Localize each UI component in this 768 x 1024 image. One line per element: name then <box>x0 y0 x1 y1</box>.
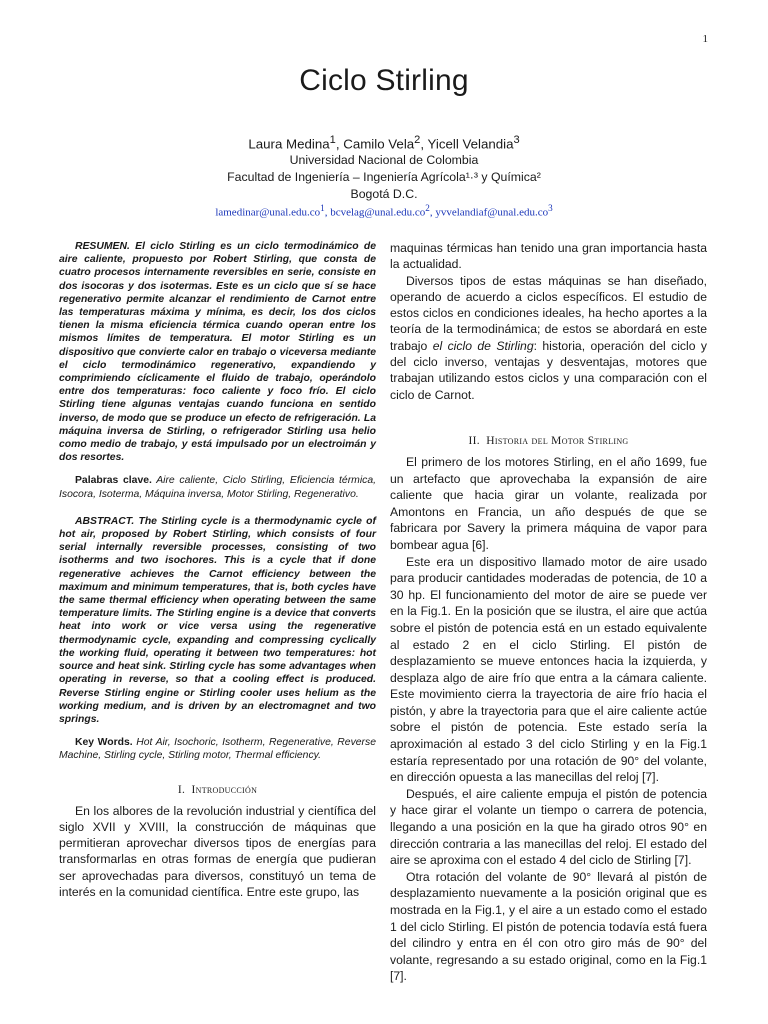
city: Bogotá D.C. <box>350 187 418 202</box>
section-number: I. <box>177 783 186 796</box>
abstract-paragraph: ABSTRACT. The Stirling cycle is a thermodynamic cycle of hot air, proposed by Robert Stirling, which consists of four serial internally reversible processes, consisting of two isotherms and two isochores. This is a cycle that if done regenerative achieves the Carnot efficiency between the maximum and minimum temperatures, that is, both cycles have the same thermal efficiency when operating between the same temperature limits. The Stirling engine is a device that converts heat into work or vice versa using the regenerative thermodynamic cycle, expanding and compressing cyclically the working fluid, operating it between two temperatures: hot source and heat sink. Stirling cycle has some advantages when operating in reverse, so that a cooling effect is produced. Reverse Stirling engine or Stirling cooler uses helium as the working medium, and is driven by an electromagnet and two springs. <box>59 515 376 725</box>
author-name: Camilo Vela <box>343 136 415 152</box>
paper-header-meta <box>0 132 768 219</box>
paper-title: Ciclo Stirling <box>299 64 469 97</box>
body-paragraph: Después, el aire caliente empuja el pistón de potencia y hace girar el volante un tiempo o carrera de potencia, llegando a una posición en la que ha girado otros 90° en dirección contraria a las manecillas del reloj. El estado del aire se aproxima con el estado 4 del ciclo de Stirling [7]. <box>390 786 707 868</box>
email-link[interactable]: lamedinar@unal.edu.co <box>215 207 321 220</box>
section-number: II. <box>468 434 480 447</box>
email-mark: 2 <box>425 203 430 214</box>
body-paragraph: El primero de los motores Stirling, en el año 1699, fue un artefacto que aprovechaba la expansión de aire caliente que hacia girar un volante, realizada por Amontons en Francia, un año después de que se fabricara por Savery la primera máquina de vapor para bombear agua [6]. <box>390 454 707 552</box>
author-name: Yicell Velandia <box>427 136 514 152</box>
email-separator: , <box>429 207 436 220</box>
author-separator: , <box>420 136 428 152</box>
palabras-clave-label: Palabras clave. <box>75 475 152 487</box>
paragraph-italic-text: el ciclo de Stirling <box>432 338 534 353</box>
body-paragraph <box>390 273 707 403</box>
section-heading-historia <box>390 435 707 447</box>
right-column <box>390 240 707 985</box>
body-paragraph: Este era un dispositivo llamado motor de aire usado para producir cantidades moderadas de potencia, de 10 a 30 hp. El funcionamiento del motor de aire se puede ver en la Fig.1. En la posición que se ilustra, el aire que actúa sobre el pistón de potencia está en un estado equivalente al estado 2 en el ciclo Stirling. El pistón de desplazamiento se mueve entonces hacia la izquierda, y desplaza algo de aire frío que entra a la cámara caliente. Este movimiento cierra la trayectoria de aire frío hacia el pistón, y abre la trayectoria para que el aire caliente actúe sobre el pistón de potencia. Este estado sería la aproximación al estado 3 del ciclo Stirling y en la Fig.1 estaría representado por una rotación de 90° del volante, en dirección opuesta a las manecillas del reloj [7]. <box>390 554 707 785</box>
paragraph-text: Diversos tipos de estas máquinas se han diseñado, operando de acuerdo a ciclos específicos. El estudio de estos ciclos en condiciones ideales, ha hecho aportes a la teoría de la termodinámica; de estos se abordará en este trabajo <box>390 273 707 353</box>
email-separator: , <box>324 207 331 220</box>
palabras-clave-text: Aire caliente, Ciclo Stirling, Eficiencia térmica, Isocora, Isoterma, Máquina inversa, Motor Stirling, Regenerativo. <box>59 475 376 500</box>
university: Universidad Nacional de Colombia <box>289 153 479 168</box>
email-list <box>0 203 768 219</box>
left-column <box>59 240 376 900</box>
author-name: Laura Medina <box>248 136 330 152</box>
section-title: Historia del Motor Stirling <box>486 434 629 447</box>
faculty: Facultad de Ingeniería – Ingeniería Agrícola¹·³ y Química² <box>227 170 541 185</box>
email-mark: 3 <box>548 203 553 214</box>
author-affiliation-mark: 3 <box>513 134 520 146</box>
body-paragraph: Otra rotación del volante de 90° llevará al pistón de desplazamiento nuevamente a la posición original que es mostrada en la Fig.1, y el aire a un estado como el estado 1 del ciclo Stirling. El pistón de potencia todavía está fuera del cilindro y entra en él con otro giro más de 90° del volante, regresando a su estado original, como en la Fig.1 [7]. <box>390 869 707 984</box>
email-link[interactable]: yvvelandiaf@unal.edu.co <box>435 207 549 220</box>
email-mark: 1 <box>320 203 325 214</box>
body-paragraph: maquinas térmicas han tenido una gran importancia hasta la actualidad. <box>390 241 707 272</box>
key-words <box>59 736 376 762</box>
key-words-text: Hot Air, Isochoric, Isotherm, Regenerative, Reverse Machine, Stirling cycle, Stirling motor, Thermal efficiency. <box>59 737 376 762</box>
section-title: Introducción <box>191 783 258 796</box>
author-affiliation-mark: 1 <box>329 134 336 146</box>
author-list <box>0 132 768 152</box>
author-separator: , <box>335 136 344 152</box>
section-heading-introduccion <box>59 784 376 796</box>
page-number: 1 <box>702 33 708 45</box>
key-words-label: Key Words. <box>75 737 133 749</box>
resumen-paragraph: RESUMEN. El ciclo Stirling es un ciclo termodinámico de aire caliente, propuesto por Robert Stirling, que consta de cuatro procesos internamente reversibles en serie, consiste en dos isocoras y dos isotermas. Este es un ciclo que sí se hace regenerativo permite alcanzar el rendimiento de Carnot entre las temperaturas máxima y mínima, es decir, los dos ciclos tienen la misma eficiencia térmica cuando operan entre los mismos límites de temperatura. El motor Stirling es un dispositivo que convierte calor en trabajo o viceversa mediante el ciclo termodinámico regenerativo, expandiendo y comprimiendo cíclicamente el fluido de trabajo, operándolo entre dos temperaturas: foco caliente y foco frío. El ciclo Stirling tiene algunas ventajas cuando funciona en sentido inverso, de modo que se produce un efecto de refrigeración. La máquina inversa de Stirling, o refrigerador Stirling usa helio como medio de trabajo, y está impulsado por un electroimán y dos resortes. <box>59 241 376 464</box>
body-paragraph: En los albores de la revolución industrial y científica del siglo XVII y XVIII, la construcción de máquinas que permitieran aprovechar diversos tipos de energías para transformarlas en otras formas de energía que pudieran ser aprovechadas para diversos, constituyó un tema de interés en la comunidad científica. Entre este grupo, las <box>59 803 376 899</box>
paragraph-text: : historia, operación del ciclo y del ciclo inverso, ventajas y desventajas, motores que trabajan utilizando estos ciclos y una comparación con el ciclo de Carnot. <box>390 338 707 402</box>
palabras-clave <box>59 474 376 500</box>
email-link[interactable]: bcvelag@unal.edu.co <box>330 207 426 220</box>
author-affiliation-mark: 2 <box>414 134 421 146</box>
